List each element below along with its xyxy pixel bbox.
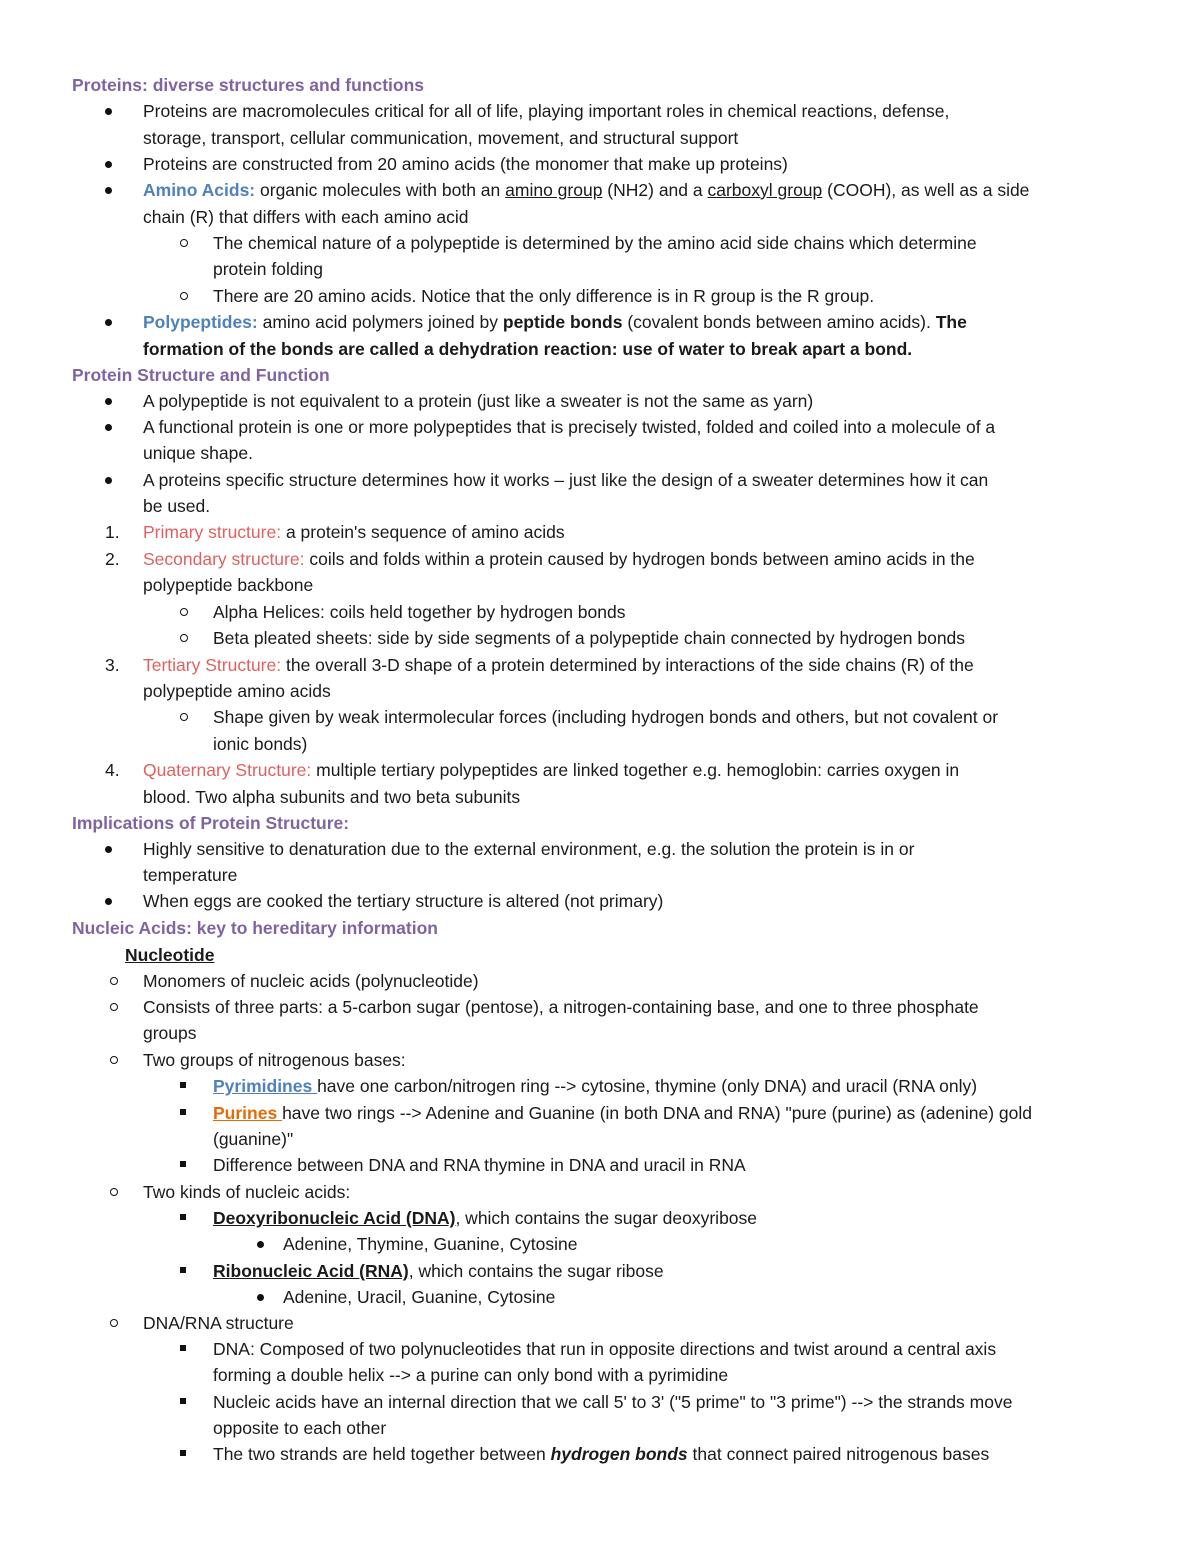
numbered-item-quaternary: [143, 759, 959, 781]
list-item: DNA/RNA structure: [143, 1313, 294, 1333]
sub-item: Beta pleated sheets: side by side segments of a polypeptide chain connected by hydrogen bonds: [213, 628, 966, 648]
list-number: 4.: [105, 760, 120, 780]
sub-item-cont: forming a double helix --> a purine can only bond with a pyrimidine: [213, 1365, 729, 1385]
text: that connect paired nitrogenous bases: [687, 1444, 990, 1464]
sub-item-cont: (guanine)": [213, 1129, 294, 1149]
square-bullet-icon: [180, 1214, 186, 1220]
sub-item-dna: [213, 1207, 757, 1229]
sub-item: Alpha Helices: coils held together by hydrogen bonds: [213, 602, 626, 622]
list-number: 3.: [105, 655, 120, 675]
sub-item: Nucleic acids have an internal direction that we call 5' to 3' ("5 prime" to "3 prime") --> the strands move: [213, 1392, 1013, 1412]
list-item-cont: unique shape.: [143, 443, 253, 463]
bullet-icon: [257, 1241, 264, 1248]
term: Purines: [213, 1103, 283, 1123]
bullet-icon: [257, 1294, 264, 1301]
text: coils and folds within a protein caused by hydrogen bonds between amino acids in the: [304, 549, 975, 569]
text: , which contains the sugar ribose: [408, 1261, 664, 1281]
text: have one carbon/nitrogen ring --> cytosine, thymine (only DNA) and uracil (RNA only): [317, 1076, 978, 1096]
text: amino acid polymers joined by: [257, 312, 503, 332]
circle-bullet-icon: [180, 292, 188, 300]
list-item: Consists of three parts: a 5-carbon sugar (pentose), a nitrogen-containing base, and one to three phosphate: [143, 997, 979, 1017]
circle-bullet-icon: [110, 1188, 118, 1196]
term: Polypeptides:: [143, 312, 258, 332]
sub-item-cont: opposite to each other: [213, 1418, 387, 1438]
numbered-item-cont: polypeptide backbone: [143, 575, 314, 595]
circle-bullet-icon: [180, 634, 188, 642]
text: , which contains the sugar deoxyribose: [455, 1208, 758, 1228]
bullet-icon: [105, 161, 112, 168]
list-item-amino-acids: [143, 179, 1029, 201]
list-number: 1.: [105, 522, 120, 542]
term: Secondary structure:: [143, 549, 305, 569]
bullet-icon: [105, 187, 112, 194]
bullet-icon: [105, 846, 112, 853]
list-item: Proteins are macromolecules critical for all of life, playing important roles in chemical reactions, defense,: [143, 101, 950, 121]
circle-bullet-icon: [180, 608, 188, 616]
sub-item-purines: [213, 1102, 1032, 1124]
square-bullet-icon: [180, 1082, 186, 1088]
square-bullet-icon: [180, 1109, 186, 1115]
sub-item-rna: [213, 1260, 664, 1282]
numbered-item-primary: [143, 521, 565, 543]
sub-sub-item: Adenine, Thymine, Guanine, Cytosine: [283, 1234, 578, 1254]
sub-item: DNA: Composed of two polynucleotides that run in opposite directions and twist around a central axis: [213, 1339, 997, 1359]
numbered-item-cont: polypeptide amino acids: [143, 681, 331, 701]
bold-text: The: [935, 312, 967, 332]
section-heading-nucleic: Nucleic Acids: key to hereditary information: [72, 918, 438, 938]
text: a protein's sequence of amino acids: [281, 522, 565, 542]
text: multiple tertiary polypeptides are linked together e.g. hemoglobin: carries oxygen in: [311, 760, 960, 780]
list-item-cont: be used.: [143, 496, 211, 516]
list-item-polypeptides: [143, 311, 967, 333]
term: Amino Acids:: [143, 180, 256, 200]
numbered-item-cont: blood. Two alpha subunits and two beta subunits: [143, 787, 521, 807]
emphasis-term: hydrogen bonds: [550, 1444, 688, 1464]
term: Deoxyribonucleic Acid (DNA): [213, 1208, 456, 1228]
sub-sub-item: Adenine, Uracil, Guanine, Cytosine: [283, 1287, 556, 1307]
section-heading-proteins: Proteins: diverse structures and functions: [72, 75, 425, 95]
sub-item: The chemical nature of a polypeptide is determined by the amino acid side chains which determine: [213, 233, 977, 253]
sub-item: Shape given by weak intermolecular forces (including hydrogen bonds and others, but not covalent or: [213, 707, 999, 727]
list-item-cont: chain (R) that differs with each amino acid: [143, 207, 469, 227]
text: (COOH), as well as a side: [822, 180, 1030, 200]
text: have two rings --> Adenine and Guanine (in both DNA and RNA) "pure (purine) as (adenine) gold: [282, 1103, 1032, 1123]
underlined-term: carboxyl group: [707, 180, 823, 200]
text: (covalent bonds between amino acids).: [622, 312, 936, 332]
circle-bullet-icon: [180, 239, 188, 247]
sub-item-cont: protein folding: [213, 259, 323, 279]
circle-bullet-icon: [110, 1319, 118, 1327]
term: Primary structure:: [143, 522, 282, 542]
bullet-icon: [105, 319, 112, 326]
sub-item-pyrimidines: [213, 1075, 977, 1097]
sub-item: There are 20 amino acids. Notice that the only difference is in R group is the R group.: [213, 286, 875, 306]
list-item-cont: temperature: [143, 865, 238, 885]
circle-bullet-icon: [110, 1056, 118, 1064]
square-bullet-icon: [180, 1345, 186, 1351]
list-item: Proteins are constructed from 20 amino acids (the monomer that make up proteins): [143, 154, 788, 174]
text: organic molecules with both an: [255, 180, 506, 200]
section-heading-implications: Implications of Protein Structure:: [72, 813, 350, 833]
underlined-term: amino group: [505, 180, 603, 200]
list-item-cont: storage, transport, cellular communication, movement, and structural support: [143, 128, 739, 148]
list-item: A polypeptide is not equivalent to a protein (just like a sweater is not the same as yarn): [143, 391, 814, 411]
list-item: A functional protein is one or more polypeptides that is precisely twisted, folded and coiled into a molecule of a: [143, 417, 996, 437]
numbered-item-tertiary: [143, 654, 974, 676]
square-bullet-icon: [180, 1398, 186, 1404]
circle-bullet-icon: [110, 1003, 118, 1011]
square-bullet-icon: [180, 1161, 186, 1167]
list-item: Two kinds of nucleic acids:: [143, 1182, 351, 1202]
term: Tertiary Structure:: [143, 655, 282, 675]
text: (NH2) and a: [602, 180, 708, 200]
sub-item-cont: ionic bonds): [213, 734, 308, 754]
term: Quaternary Structure:: [143, 760, 312, 780]
list-item-cont: groups: [143, 1023, 197, 1043]
section-heading-structure: Protein Structure and Function: [72, 365, 330, 385]
bold-term: peptide bonds: [502, 312, 623, 332]
circle-bullet-icon: [110, 977, 118, 985]
term: Ribonucleic Acid (RNA): [213, 1261, 409, 1281]
text: The two strands are held together between: [213, 1444, 551, 1464]
circle-bullet-icon: [180, 713, 188, 721]
subheading-nucleotide: Nucleotide: [125, 945, 215, 965]
bullet-icon: [105, 398, 112, 405]
list-item: Highly sensitive to denaturation due to the external environment, e.g. the solution the protein is in or: [143, 839, 915, 859]
square-bullet-icon: [180, 1450, 186, 1456]
list-item: When eggs are cooked the tertiary structure is altered (not primary): [143, 891, 664, 911]
list-item-cont: formation of the bonds are called a dehydration reaction: use of water to break apart a bond.: [143, 339, 913, 359]
list-number: 2.: [105, 549, 120, 569]
numbered-item-secondary: [143, 548, 975, 570]
bullet-icon: [105, 898, 112, 905]
square-bullet-icon: [180, 1267, 186, 1273]
sub-item: [213, 1443, 989, 1465]
list-item: Monomers of nucleic acids (polynucleotide): [143, 971, 479, 991]
list-item: A proteins specific structure determines how it works – just like the design of a sweater determines how it can: [143, 470, 989, 490]
list-item: Two groups of nitrogenous bases:: [143, 1050, 406, 1070]
sub-item: Difference between DNA and RNA thymine in DNA and uracil in RNA: [213, 1155, 746, 1175]
bullet-icon: [105, 477, 112, 484]
term: Pyrimidines: [213, 1076, 318, 1096]
bullet-icon: [105, 108, 112, 115]
bullet-icon: [105, 424, 112, 431]
text: the overall 3-D shape of a protein determined by interactions of the side chains (R) of the: [281, 655, 974, 675]
